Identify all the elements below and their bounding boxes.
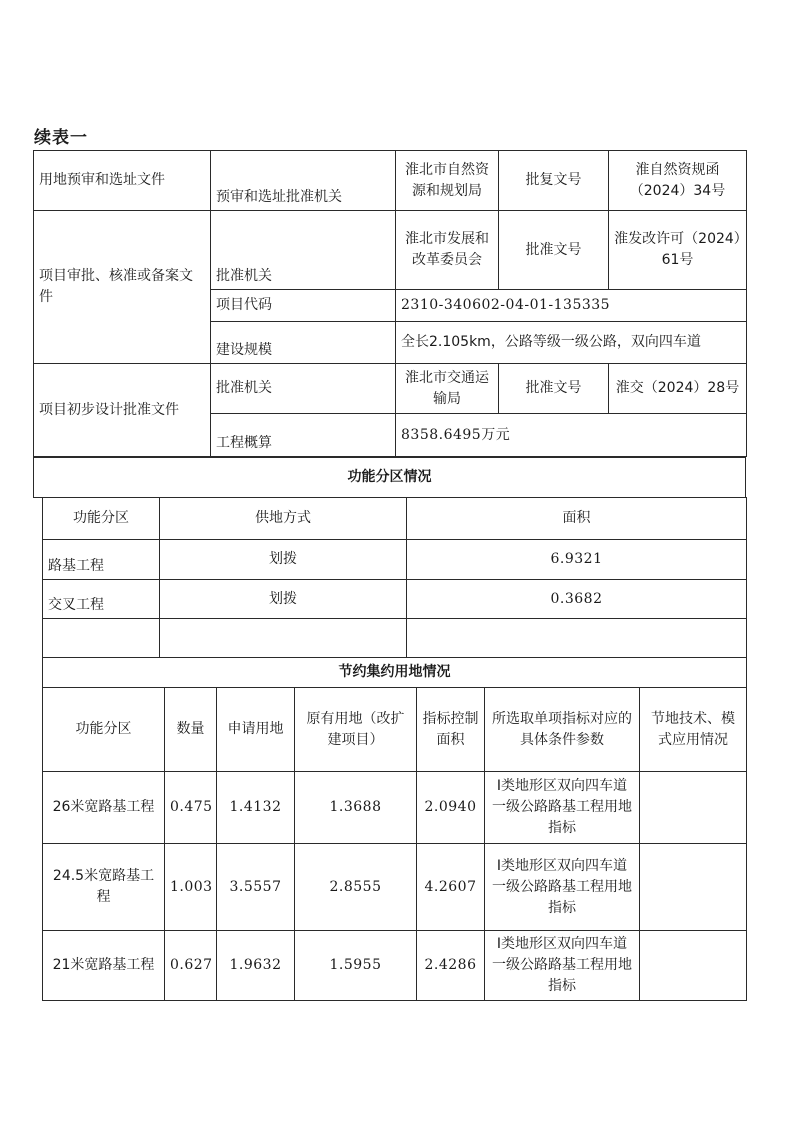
control-header: 指标控制面积 (417, 688, 485, 772)
table-row (43, 580, 747, 619)
table-row (43, 844, 747, 931)
supply-cell (160, 619, 407, 658)
zone-header: 功能分区 (43, 688, 165, 772)
qty-cell: 0.627 (165, 931, 217, 1001)
param-cell: Ⅰ类地形区双向四车道一级公路路基工程用地指标 (485, 844, 640, 931)
zone-cell: 路基工程 (43, 540, 160, 580)
functional-zoning-table (42, 497, 747, 658)
apply-cell: 1.4132 (217, 772, 295, 844)
design-docno: 淮交（2024）28号 (609, 364, 747, 414)
zone-cell: 交叉工程 (43, 580, 160, 619)
functional-zoning-heading: 功能分区情况 (34, 458, 746, 498)
area-cell (407, 619, 747, 658)
apply-cell: 3.5557 (217, 844, 295, 931)
area-cell: 6.9321 (407, 540, 747, 580)
supply-cell: 划拨 (160, 540, 407, 580)
zone-cell: 24.5米宽路基工程 (43, 844, 165, 931)
preexam-authority-label: 预审和选址批准机关 (211, 151, 396, 211)
control-cell: 2.4286 (417, 931, 485, 1001)
zone-cell (43, 619, 160, 658)
design-authority: 淮北市交通运输局 (396, 364, 499, 414)
param-cell: Ⅰ类地形区双向四车道一级公路路基工程用地指标 (485, 931, 640, 1001)
budget-label: 工程概算 (211, 414, 396, 457)
prelim-design-label: 项目初步设计批准文件 (34, 364, 211, 457)
approval-table (33, 150, 747, 457)
control-cell: 2.0940 (417, 772, 485, 844)
existing-header: 原有用地（改扩建项目） (295, 688, 417, 772)
table-row (43, 772, 747, 844)
qty-cell: 1.003 (165, 844, 217, 931)
tech-cell (640, 844, 747, 931)
build-scale: 全长2.105km，公路等级一级公路，双向四车道 (396, 322, 747, 364)
preexam-docno-label: 批复文号 (499, 151, 609, 211)
budget: 8358.6495万元 (396, 414, 747, 457)
qty-header: 数量 (165, 688, 217, 772)
approval-docno-label: 批准文号 (499, 211, 609, 290)
apply-cell: 1.9632 (217, 931, 295, 1001)
apply-header: 申请用地 (217, 688, 295, 772)
table-row (43, 540, 747, 580)
area-header: 面积 (407, 498, 747, 540)
approval-docno: 淮发改许可（2024）61号 (609, 211, 747, 290)
param-cell: Ⅰ类地形区双向四车道一级公路路基工程用地指标 (485, 772, 640, 844)
existing-cell: 1.3688 (295, 772, 417, 844)
preexam-authority: 淮北市自然资源和规划局 (396, 151, 499, 211)
project-approval-label: 项目审批、核准或备案文件 (34, 211, 211, 364)
zone-cell: 26米宽路基工程 (43, 772, 165, 844)
tech-header: 节地技术、模式应用情况 (640, 688, 747, 772)
zone-cell: 21米宽路基工程 (43, 931, 165, 1001)
functional-zoning-heading-box (33, 457, 746, 498)
tech-cell (640, 772, 747, 844)
control-cell: 4.2607 (417, 844, 485, 931)
table-row (43, 931, 747, 1001)
existing-cell: 1.5955 (295, 931, 417, 1001)
design-docno-label: 批准文号 (499, 364, 609, 414)
qty-cell: 0.475 (165, 772, 217, 844)
existing-cell: 2.8555 (295, 844, 417, 931)
approval-authority: 淮北市发展和改革委员会 (396, 211, 499, 290)
tech-cell (640, 931, 747, 1001)
land-saving-heading: 节约集约用地情况 (43, 658, 747, 688)
land-preexam-label: 用地预审和选址文件 (34, 151, 211, 211)
land-saving-table (42, 657, 747, 1001)
supply-cell: 划拨 (160, 580, 407, 619)
design-authority-label: 批准机关 (211, 364, 396, 414)
build-scale-label: 建设规模 (211, 322, 396, 364)
preexam-docno: 淮自然资规函（2024）34号 (609, 151, 747, 211)
project-code: 2310-340602-04-01-135335 (396, 290, 747, 322)
table-row (43, 619, 747, 658)
approval-authority-label: 批准机关 (211, 211, 396, 290)
param-header: 所选取单项指标对应的具体条件参数 (485, 688, 640, 772)
zone-header: 功能分区 (43, 498, 160, 540)
project-code-label: 项目代码 (211, 290, 396, 322)
page-title: 续表一 (34, 128, 88, 148)
supply-header: 供地方式 (160, 498, 407, 540)
area-cell: 0.3682 (407, 580, 747, 619)
